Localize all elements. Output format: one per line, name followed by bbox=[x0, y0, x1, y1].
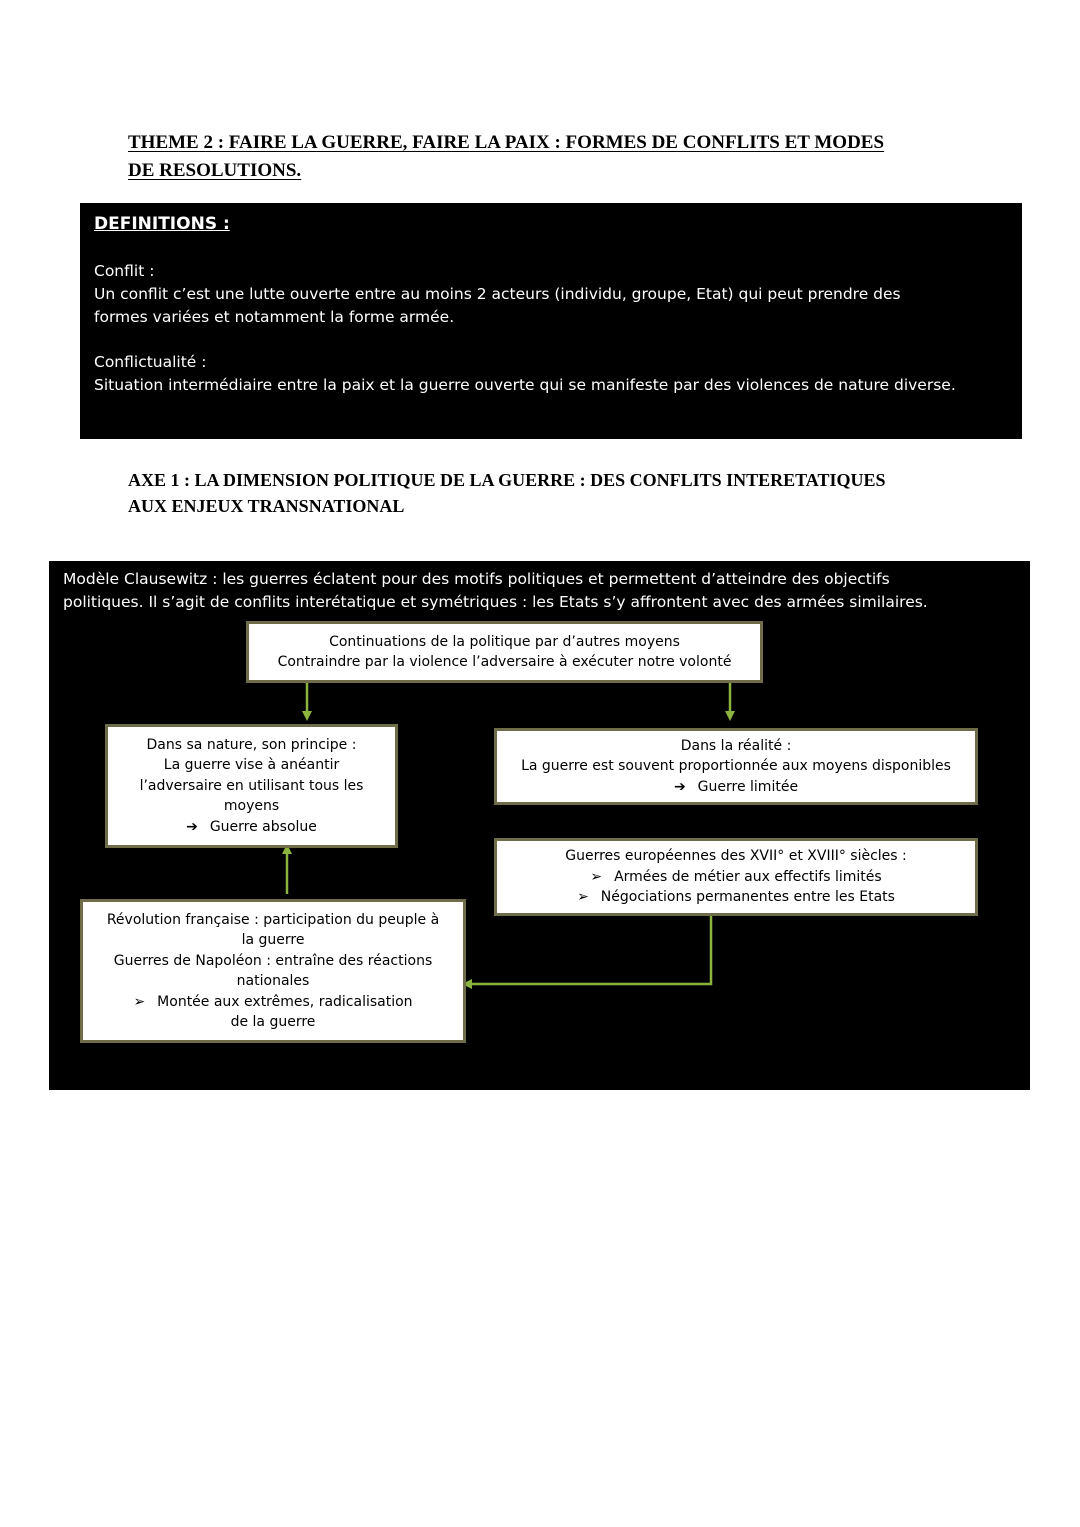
realite-line-1: Dans la réalité : bbox=[680, 737, 792, 754]
revolution-line-4: nationales bbox=[236, 973, 310, 989]
intro-line-2: politiques. Il s’agit de conflits interétatique et symétriques : les Etats s’y affrontent avec des armées similaires. bbox=[63, 593, 928, 611]
europe-item-1-text: Armées de métier aux effectifs limités bbox=[614, 868, 882, 885]
europe-line-1: Guerres européennes des XVII° et XVIII° siècles : bbox=[565, 848, 907, 865]
axe-heading bbox=[128, 467, 948, 519]
conflictualite-term: Conflictualité : bbox=[94, 353, 207, 371]
conflit-term: Conflit : bbox=[94, 262, 155, 280]
right-arrow-icon: ➔ bbox=[673, 778, 686, 795]
top-box-line-1: Continuations de la politique par d’autres moyens bbox=[329, 633, 680, 650]
nature-line-1: Dans sa nature, son principe : bbox=[146, 736, 357, 753]
axe-line-1: AXE 1 : LA DIMENSION POLITIQUE DE LA GUERRE : DES CONFLITS INTERETATIQUES bbox=[128, 470, 886, 490]
bullet-arrow-icon: ➢ bbox=[590, 868, 603, 885]
nature-line-4: moyens bbox=[223, 798, 280, 815]
bullet-arrow-icon: ➢ bbox=[133, 993, 146, 1010]
intro-line-1: Modèle Clausewitz : les guerres éclatent pour des motifs politiques et permettent d’atteindre des objectifs bbox=[63, 570, 890, 588]
bullet-arrow-icon: ➢ bbox=[577, 889, 589, 906]
definitions-heading: DEFINITIONS : bbox=[94, 214, 230, 234]
realite-result bbox=[497, 777, 975, 798]
clausewitz-diagram bbox=[49, 561, 1030, 1090]
conflit-definition-1: Un conflit c’est une lutte ouverte entre au moins 2 acteurs (individu, groupe, Etat) qui peut prendre des bbox=[94, 285, 901, 303]
top-box-line-2: Contraindre par la violence l’adversaire à exécuter notre volonté bbox=[277, 654, 732, 670]
nature-line-3: l’adversaire en utilisant tous les bbox=[139, 777, 364, 794]
conflictualite-definition: Situation intermédiaire entre la paix et la guerre ouverte qui se manifeste par des violences de nature diverse. bbox=[94, 376, 956, 394]
revolution-item-1b: de la guerre bbox=[230, 1014, 316, 1030]
revolution-item-1 bbox=[83, 992, 463, 1013]
nature-line-2: La guerre vise à anéantir bbox=[163, 757, 340, 774]
europe-item-2 bbox=[497, 887, 975, 908]
nature-result-text: Guerre absolue bbox=[209, 818, 317, 835]
europe-item-1 bbox=[497, 867, 975, 888]
revolution-line-1: Révolution française : participation du peuple à bbox=[106, 911, 440, 928]
revolution-line-3: Guerres de Napoléon : entraîne des réactions bbox=[113, 952, 433, 969]
definitions-box bbox=[80, 203, 1022, 439]
realite-line-2: La guerre est souvent proportionnée aux moyens disponibles bbox=[521, 758, 951, 775]
box-continuation bbox=[246, 621, 763, 683]
revolution-item-1a: Montée aux extrêmes, radicalisation bbox=[157, 993, 413, 1010]
europe-item-2-text: Négociations permanentes entre les Etats bbox=[600, 889, 895, 906]
conflit-definition-2: formes variées et notamment la forme armée. bbox=[94, 308, 455, 326]
axe-line-2: AUX ENJEUX TRANSNATIONAL bbox=[128, 496, 405, 516]
arrow-europe-to-revolution bbox=[467, 916, 711, 984]
box-realite bbox=[494, 728, 978, 805]
realite-result-text: Guerre limitée bbox=[697, 778, 799, 795]
box-nature bbox=[105, 724, 398, 848]
box-revolution bbox=[80, 899, 466, 1043]
page-title bbox=[128, 129, 968, 185]
right-arrow-icon: ➔ bbox=[186, 818, 198, 835]
revolution-line-2: la guerre bbox=[241, 932, 305, 948]
nature-result bbox=[108, 817, 395, 838]
title-line-2: DE RESOLUTIONS. bbox=[128, 160, 302, 181]
title-line-1: THEME 2 : FAIRE LA GUERRE, FAIRE LA PAIX : FORMES DE CONFLITS ET MODES bbox=[128, 132, 885, 153]
box-europe bbox=[494, 838, 978, 916]
